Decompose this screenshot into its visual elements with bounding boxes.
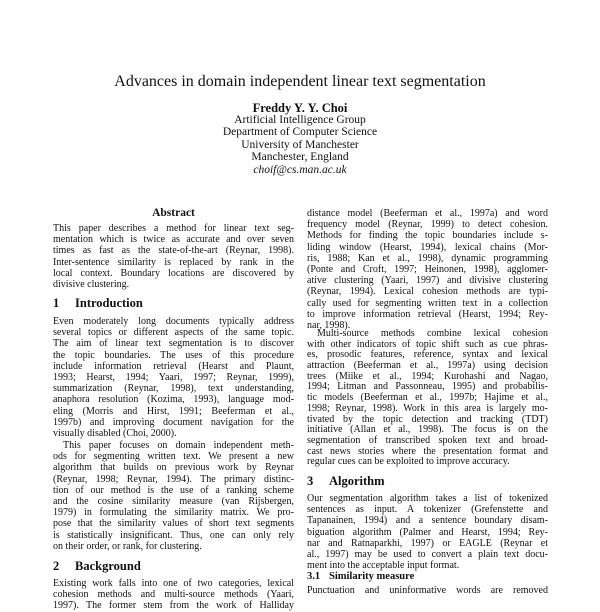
abstract-heading: Abstract (152, 207, 195, 219)
section-title: Algorithm (329, 474, 385, 488)
text-line: trees (Miike et al., 1994; Kurohashi and Nagao, (307, 370, 548, 382)
section-heading-background (53, 559, 294, 574)
text-line: attraction (Beeferman et al., 1997a) using decision (307, 360, 548, 372)
section-title: Introduction (75, 296, 143, 310)
text-line: cohesion methods and multi-source methods (Yaari, (53, 589, 294, 601)
text-line: ment into the acceptable input format. (307, 560, 460, 572)
text-line: (Reynar, 1994). Lexical cohesion methods are typi- (307, 286, 548, 298)
text-line: cast news stories where the presentation format and (307, 445, 548, 457)
text-line: 1994; Litman and Passonneau, 1995) and probabilis- (307, 381, 548, 393)
intro-paragraph-1 (53, 316, 294, 439)
text-line: al., 1997) may be used to convert a plain text docu- (307, 548, 548, 560)
text-line: include information retrieval (Hearst and Plaunt, (53, 360, 294, 372)
affiliation-line: University of Manchester (241, 138, 359, 151)
algorithm-paragraph-1 (307, 493, 548, 571)
text-line: (Ponte and Croft, 1997; Heinonen, 1998), agglomer- (307, 263, 548, 275)
text-line: Inter-sentence similarity is replaced by rank in the (53, 256, 294, 268)
text-line: mentation which is twice as accurate and over seven (53, 234, 294, 246)
author-email: choif@cs.man.ac.uk (253, 163, 347, 176)
text-line: tivated by the topic detection and tracking (TDT) (307, 413, 548, 425)
text-line: nar, 1998). (307, 319, 351, 331)
text-line: biguation algorithm (Palmer and Hearst, 1994; Rey- (307, 526, 548, 538)
section-heading-introduction (53, 296, 294, 311)
text-line: Our segmentation algorithm takes a list of tokenized (307, 493, 548, 504)
text-line: algorithm that builds on previous work by Reynar (53, 462, 294, 474)
text-line: with other indicators of topic shift such as cue phras- (307, 338, 548, 350)
background-paragraph-1-continued (307, 208, 548, 331)
text-line: eling (Morris and Hirst, 1991; Beeferman et al., (53, 405, 294, 417)
section-heading-algorithm (307, 474, 548, 489)
affiliation-line: Manchester, England (251, 151, 349, 164)
background-paragraph-1 (53, 578, 294, 612)
section-title: Similarity measure (329, 571, 415, 582)
text-line: frequency model (Reynar, 1999) to detect cohesion. (307, 219, 548, 231)
text-line: 1993; Hearst, 1994; Yaari, 1997; Reynar, 1999), (53, 371, 294, 383)
section-number: 1 (53, 296, 60, 310)
text-line: regular cues can be exploited to improve accuracy. (307, 456, 510, 468)
author-name: Freddy Y. Y. Choi (252, 101, 348, 115)
text-line: initiative (Allan et al., 1998). The focus is on the (307, 424, 548, 436)
text-line: ris, 1988; Kan et al., 1998), dynamic programming (307, 252, 548, 264)
text-line: and the cosine similarity measure (van Rijsbergen, (53, 495, 294, 507)
text-line: 1997). The former stem from the work of Halliday (53, 600, 294, 612)
paper-title: Advances in domain independent linear text segmentation (114, 73, 486, 90)
text-line: The aim of linear text segmentation is to discover (53, 338, 294, 350)
affiliation-line: Artificial Intelligence Group (234, 114, 366, 126)
text-line: Existing work falls into one of two categories, lexical (53, 578, 294, 589)
text-line: ods for segmenting written text. We present a new (53, 451, 294, 463)
text-line: local context. Boundary locations are discovered by (53, 267, 294, 279)
text-line: 1998; Reynar, 1998). Work in this area is largely mo- (307, 402, 548, 414)
text-line: divisive clustering. (53, 278, 130, 290)
text-line: ative clustering (Yaari, 1997) and divisive clustering (307, 275, 548, 287)
similarity-paragraph-1 (307, 585, 548, 596)
text-line: to improve information retrieval (Hearst, 1994; Rey- (307, 308, 548, 320)
text-line: the topic boundaries. The uses of this procedure (53, 349, 294, 361)
text-line: distance model (Beeferman et al., 1997a) and word (307, 208, 548, 219)
text-line: (Reynar, 1998; Reynar, 1994). The primary distinc- (53, 473, 294, 485)
text-line: This paper focuses on domain independent meth- (63, 440, 294, 451)
intro-paragraph-2 (53, 440, 294, 552)
section-title: Background (75, 559, 141, 573)
text-line: Even moderately long documents typically address (53, 316, 294, 327)
text-line: 1979) in formulating the similarity matrix. We pro- (53, 507, 294, 519)
section-number: 2 (53, 559, 60, 573)
text-line: nar and Ratnaparkhi, 1997) or EAGLE (Reynar et (307, 537, 548, 549)
text-line: Tapanainen, 1994) and a sentence boundary disam- (307, 515, 548, 527)
text-line: tion of our method is the use of a ranking scheme (53, 484, 294, 496)
text-line: 1997b) and improving document navigation for the (53, 416, 294, 428)
text-line: pose that the similarity values of short text segments (53, 518, 294, 530)
text-line: tic models (Beeferman et al., 1997b; Hajime et al., (307, 392, 548, 404)
author-affiliation (0, 114, 600, 176)
section-number: 3 (307, 474, 314, 488)
abstract-text (53, 223, 294, 290)
text-line: anaphora resolution (Kozima, 1993), language mod- (53, 394, 294, 406)
text-line: visually disabled (Choi, 2000). (53, 427, 177, 439)
text-line: Punctuation and uninformative words are removed (307, 585, 548, 596)
subsection-heading-similarity (307, 571, 548, 582)
background-paragraph-2 (307, 329, 548, 468)
text-line: on their order, or rank, for clustering. (53, 540, 202, 552)
text-line: Methods for finding the topic boundaries include s- (307, 230, 548, 242)
text-line: segmentation of transcribed spoken text and broad- (307, 434, 548, 446)
text-line: This paper describes a method for linear text seg- (53, 223, 294, 234)
affiliation-line: Department of Computer Science (222, 126, 378, 139)
text-line: cally used for segmenting written text in a collection (307, 297, 548, 309)
text-line: times as fast as the state-of-the-art (Reynar, 1998). (53, 245, 294, 257)
text-line: Multi-source methods combine lexical cohesion (317, 328, 548, 339)
text-line: several topics or different aspects of the same topic. (53, 327, 294, 339)
text-line: liding window (Hearst, 1994), lexical chains (Mor- (307, 241, 548, 253)
text-line: sentences as input. A tokenizer (Grefenstette and (307, 504, 548, 516)
text-line: es, prosodic features, reference, syntax and lexical (307, 349, 548, 361)
section-number: 3.1 (307, 571, 321, 582)
text-line: summarization (Reynar, 1998), text understanding, (53, 383, 294, 395)
text-line: is statistically insignificant. Thus, one can only rely (53, 529, 294, 541)
